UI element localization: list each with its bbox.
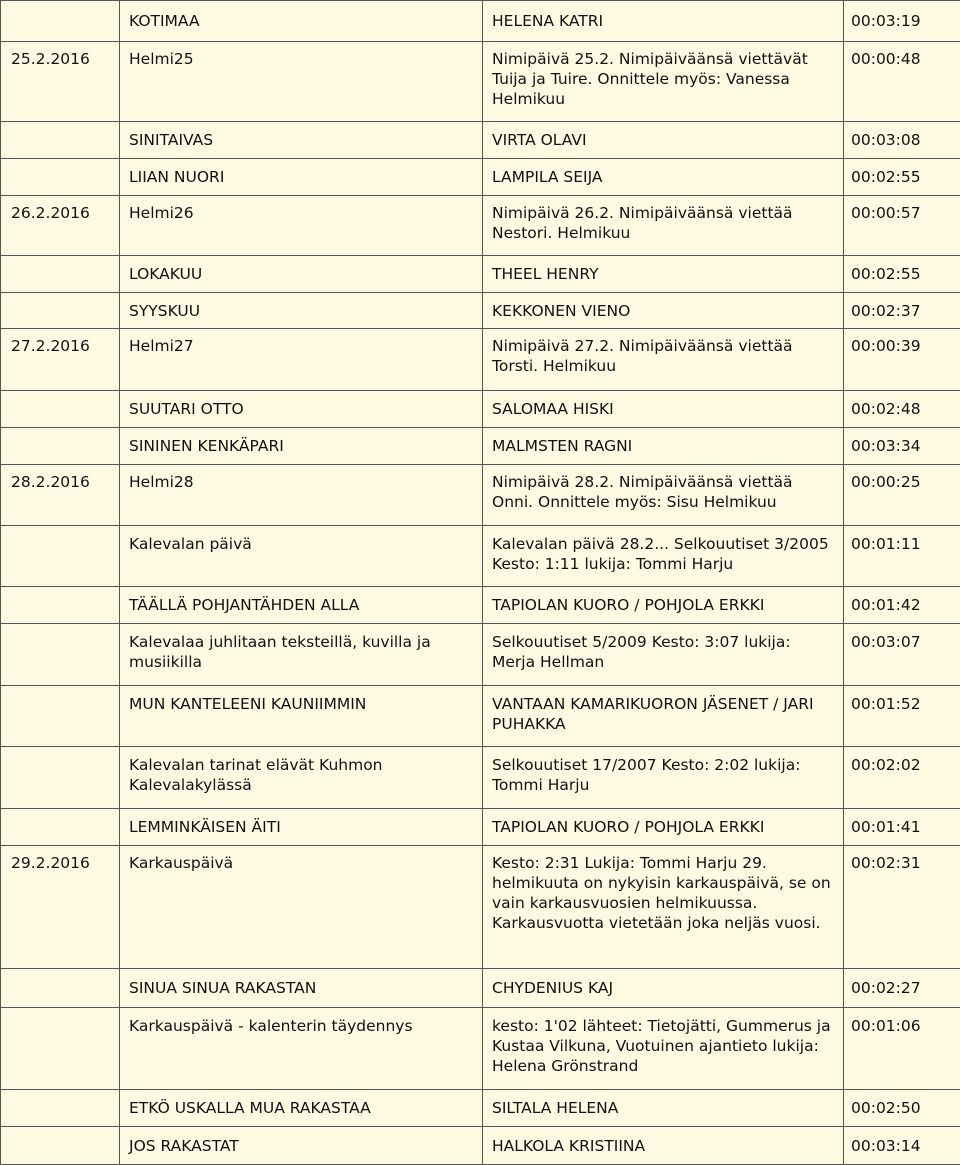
duration-cell: 00:02:55	[844, 256, 960, 293]
title-cell: SININEN KENKÄPARI	[120, 428, 483, 465]
text-cell: kesto: 1'02 lähteet: Tietojätti, Gummerus ja Kustaa Vilkuna, Vuotuinen ajantieto lukija: Helena Grönstrand	[483, 1008, 844, 1090]
date-cell	[1, 1127, 120, 1165]
date-cell	[1, 256, 120, 293]
text-cell: Nimipäivä 28.2. Nimipäiväänsä viettää Onni. Onnittele myös: Sisu Helmikuu	[483, 465, 844, 526]
table-row	[1, 526, 960, 587]
title-cell: LEMMINKÄISEN ÄITI	[120, 809, 483, 846]
table-row	[1, 465, 960, 526]
text-cell: Nimipäivä 26.2. Nimipäiväänsä viettää Nestori. Helmikuu	[483, 196, 844, 256]
title-cell: TÄÄLLÄ POHJANTÄHDEN ALLA	[120, 587, 483, 624]
date-cell	[1, 391, 120, 428]
table-row	[1, 428, 960, 465]
title-cell: Karkauspäivä - kalenterin täydennys	[120, 1008, 483, 1090]
table-row	[1, 809, 960, 846]
date-cell	[1, 1008, 120, 1090]
duration-cell: 00:03:19	[844, 1, 960, 42]
duration-cell: 00:00:39	[844, 329, 960, 391]
duration-cell: 00:03:08	[844, 122, 960, 159]
text-cell: Kalevalan päivä 28.2... Selkouutiset 3/2005 Kesto: 1:11 lukija: Tommi Harju	[483, 526, 844, 587]
duration-cell: 00:03:07	[844, 624, 960, 686]
date-cell	[1, 624, 120, 686]
duration-cell: 00:02:31	[844, 846, 960, 969]
duration-cell: 00:02:48	[844, 391, 960, 428]
text-cell: THEEL HENRY	[483, 256, 844, 293]
text-cell: VANTAAN KAMARIKUORON JÄSENET / JARI PUHAKKA	[483, 686, 844, 747]
text-cell: KEKKONEN VIENO	[483, 293, 844, 329]
title-cell: Helmi25	[120, 42, 483, 122]
title-cell: SYYSKUU	[120, 293, 483, 329]
duration-cell: 00:02:27	[844, 969, 960, 1008]
text-cell: CHYDENIUS KAJ	[483, 969, 844, 1008]
date-cell	[1, 1090, 120, 1127]
table-row	[1, 122, 960, 159]
table-row	[1, 686, 960, 747]
text-cell: LAMPILA SEIJA	[483, 159, 844, 196]
text-cell: TAPIOLAN KUORO / POHJOLA ERKKI	[483, 587, 844, 624]
table-row	[1, 159, 960, 196]
title-cell: JOS RAKASTAT	[120, 1127, 483, 1165]
duration-cell: 00:01:06	[844, 1008, 960, 1090]
duration-cell: 00:02:50	[844, 1090, 960, 1127]
title-cell: Kalevalan päivä	[120, 526, 483, 587]
text-cell: Nimipäivä 27.2. Nimipäiväänsä viettää Torsti. Helmikuu	[483, 329, 844, 391]
duration-cell: 00:01:41	[844, 809, 960, 846]
table-row	[1, 196, 960, 256]
table-row	[1, 293, 960, 329]
duration-cell: 00:03:14	[844, 1127, 960, 1165]
date-cell	[1, 159, 120, 196]
duration-cell: 00:02:02	[844, 747, 960, 809]
date-cell	[1, 747, 120, 809]
title-cell: Helmi27	[120, 329, 483, 391]
date-cell	[1, 809, 120, 846]
title-cell: LOKAKUU	[120, 256, 483, 293]
date-cell: 25.2.2016	[1, 42, 120, 122]
table-row	[1, 391, 960, 428]
title-cell: Kalevalan tarinat elävät Kuhmon Kalevalakylässä	[120, 747, 483, 809]
date-cell: 27.2.2016	[1, 329, 120, 391]
duration-cell: 00:03:34	[844, 428, 960, 465]
duration-cell: 00:01:11	[844, 526, 960, 587]
duration-cell: 00:02:55	[844, 159, 960, 196]
text-cell: Kesto: 2:31 Lukija: Tommi Harju 29. helmikuuta on nykyisin karkauspäivä, se on vain karkausvuosien helmikuussa. Karkausvuotta vietetään joka neljäs vuosi.	[483, 846, 844, 969]
text-cell: HELENA KATRI	[483, 1, 844, 42]
duration-cell: 00:00:25	[844, 465, 960, 526]
duration-cell: 00:01:42	[844, 587, 960, 624]
date-cell	[1, 526, 120, 587]
date-cell	[1, 969, 120, 1008]
date-cell	[1, 122, 120, 159]
title-cell: KOTIMAA	[120, 1, 483, 42]
text-cell: Selkouutiset 5/2009 Kesto: 3:07 lukija: Merja Hellman	[483, 624, 844, 686]
table-row	[1, 1090, 960, 1127]
text-cell: VIRTA OLAVI	[483, 122, 844, 159]
duration-cell: 00:00:57	[844, 196, 960, 256]
title-cell: ETKÖ USKALLA MUA RAKASTAA	[120, 1090, 483, 1127]
title-cell: MUN KANTELEENI KAUNIIMMIN	[120, 686, 483, 747]
title-cell: Karkauspäivä	[120, 846, 483, 969]
date-cell	[1, 293, 120, 329]
text-cell: TAPIOLAN KUORO / POHJOLA ERKKI	[483, 809, 844, 846]
table-row	[1, 42, 960, 122]
title-cell: Helmi26	[120, 196, 483, 256]
date-cell: 29.2.2016	[1, 846, 120, 969]
date-cell	[1, 428, 120, 465]
title-cell: SINITAIVAS	[120, 122, 483, 159]
title-cell: LIIAN NUORI	[120, 159, 483, 196]
title-cell: SINUA SINUA RAKASTAN	[120, 969, 483, 1008]
table-row	[1, 256, 960, 293]
text-cell: SILTALA HELENA	[483, 1090, 844, 1127]
table-row	[1, 329, 960, 391]
text-cell: Nimipäivä 25.2. Nimipäiväänsä viettävät Tuija ja Tuire. Onnittele myös: Vanessa Helmikuu	[483, 42, 844, 122]
table-row	[1, 1008, 960, 1090]
date-cell: 26.2.2016	[1, 196, 120, 256]
text-cell: MALMSTEN RAGNI	[483, 428, 844, 465]
table-row	[1, 1, 960, 42]
table-row	[1, 747, 960, 809]
text-cell: SALOMAA HISKI	[483, 391, 844, 428]
title-cell: Helmi28	[120, 465, 483, 526]
date-cell	[1, 686, 120, 747]
table-row	[1, 587, 960, 624]
title-cell: SUUTARI OTTO	[120, 391, 483, 428]
table-row	[1, 624, 960, 686]
date-cell: 28.2.2016	[1, 465, 120, 526]
date-cell	[1, 1, 120, 42]
text-cell: HALKOLA KRISTIINA	[483, 1127, 844, 1165]
table-row	[1, 846, 960, 969]
text-cell: Selkouutiset 17/2007 Kesto: 2:02 lukija: Tommi Harju	[483, 747, 844, 809]
date-cell	[1, 587, 120, 624]
table-row	[1, 969, 960, 1008]
duration-cell: 00:00:48	[844, 42, 960, 122]
table-row	[1, 1127, 960, 1165]
duration-cell: 00:02:37	[844, 293, 960, 329]
title-cell: Kalevalaa juhlitaan teksteillä, kuvilla ja musiikilla	[120, 624, 483, 686]
duration-cell: 00:01:52	[844, 686, 960, 747]
